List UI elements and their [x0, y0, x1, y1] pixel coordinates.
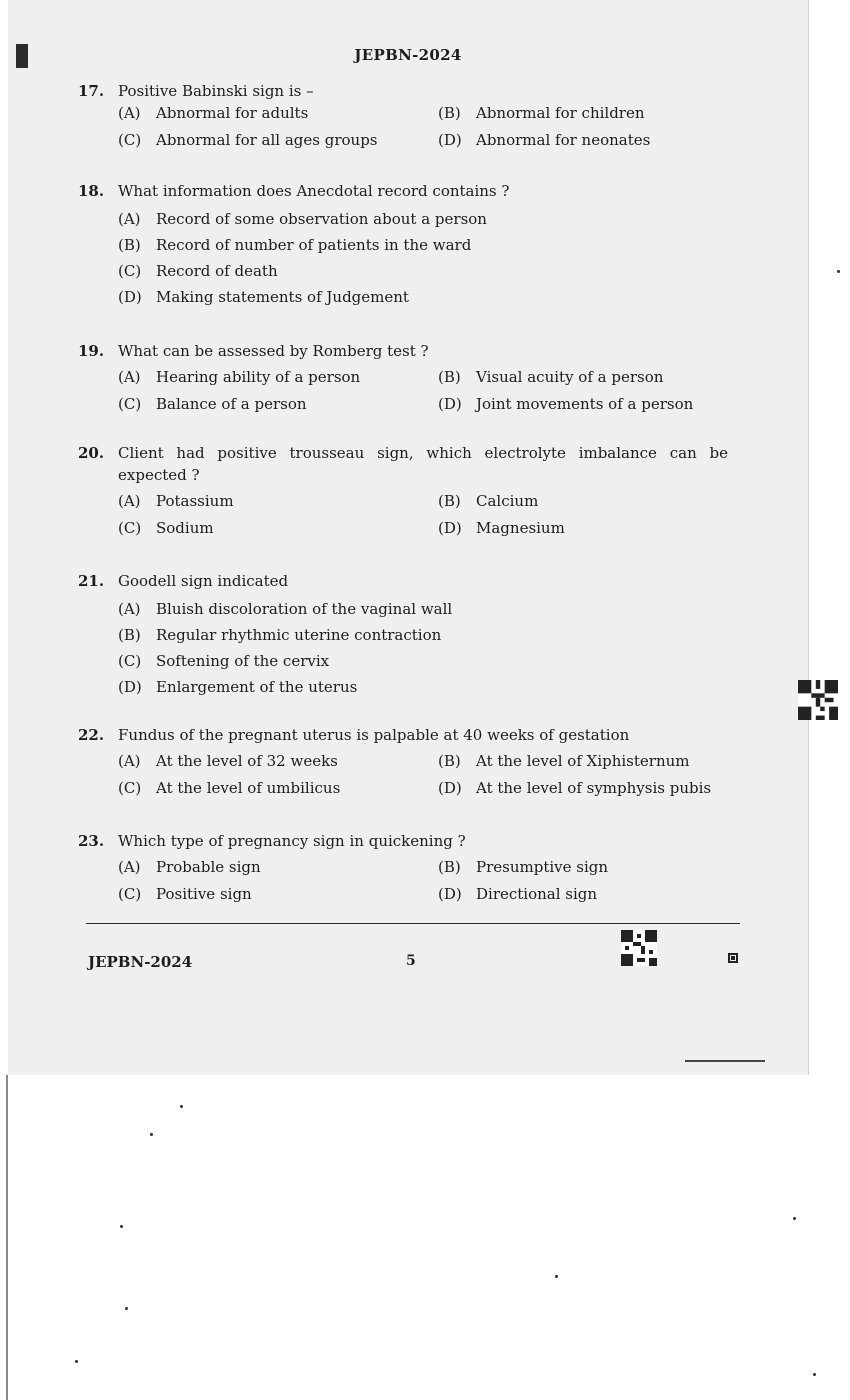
question-number: 22. [78, 726, 105, 744]
question-20 [78, 442, 728, 540]
option-a: (A) Potassium [118, 492, 234, 510]
scan-speck [813, 1373, 816, 1376]
question-number: 23. [78, 832, 105, 850]
question-text: What information does Anecdotal record contains ? [118, 182, 510, 200]
scan-edge-line [6, 1075, 8, 1400]
scanned-page [8, 0, 809, 1075]
question-number: 19. [78, 342, 105, 360]
question-text: Client had positive trousseau sign, which electrolyte imbalance can be expected ? [118, 444, 728, 484]
option-c: (C) Balance of a person [118, 395, 307, 413]
option-a: (A) Bluish discoloration of the vaginal wall [118, 600, 453, 618]
option-d: (D) Directional sign [438, 885, 598, 903]
option-b: (B) Regular rhythmic uterine contraction [118, 626, 442, 644]
question-number: 18. [78, 182, 105, 200]
option-c: (C) At the level of umbilicus [118, 779, 341, 797]
option-b: (B) Presumptive sign [438, 858, 609, 876]
option-a: (A) Record of some observation about a person [118, 210, 487, 228]
option-b: (B) At the level of Xiphisternum [438, 752, 690, 770]
footer-divider [86, 923, 740, 924]
corner-mark [728, 953, 738, 963]
question-19 [78, 340, 728, 416]
question-23 [78, 830, 728, 906]
question-text: Positive Babinski sign is – [118, 82, 314, 100]
option-c: (C) Sodium [118, 519, 214, 537]
page-number: 5 [406, 953, 416, 969]
question-text: Fundus of the pregnant uterus is palpable at 40 weeks of gestation [118, 726, 630, 744]
option-d: (D) At the level of symphysis pubis [438, 779, 712, 797]
option-a: (A) Hearing ability of a person [118, 368, 361, 386]
option-c: (C) Softening of the cervix [118, 652, 330, 670]
option-c: (C) Positive sign [118, 885, 252, 903]
question-text: Goodell sign indicated [118, 572, 289, 590]
question-22 [78, 724, 728, 800]
option-a: (A) At the level of 32 weeks [118, 752, 338, 770]
scan-speck [837, 270, 840, 273]
footer-exam-code: JEPBN-2024 [88, 953, 193, 971]
question-18 [78, 180, 728, 310]
question-number: 21. [78, 572, 105, 590]
side-qr-code-icon [798, 680, 838, 720]
page-header: JEPBN-2024 [354, 46, 462, 64]
question-text: Which type of pregnancy sign in quickening ? [118, 832, 466, 850]
option-c: (C) Abnormal for all ages groups [118, 131, 378, 149]
question-17 [78, 80, 728, 152]
scan-speck [120, 1225, 123, 1228]
option-d: (D) Enlargement of the uterus [118, 678, 358, 696]
question-number: 20. [78, 444, 105, 462]
scan-speck [793, 1217, 796, 1220]
qr-code-icon [621, 930, 657, 966]
question-number: 17. [78, 82, 105, 100]
option-b: (B) Visual acuity of a person [438, 368, 664, 386]
option-d: (D) Making statements of Judgement [118, 288, 409, 306]
option-b: (B) Record of number of patients in the ward [118, 236, 472, 254]
question-text: What can be assessed by Romberg test ? [118, 342, 429, 360]
option-b: (B) Calcium [438, 492, 539, 510]
option-d: (D) Magnesium [438, 519, 565, 537]
scan-speck [75, 1360, 78, 1363]
option-a: (A) Abnormal for adults [118, 104, 309, 122]
option-c: (C) Record of death [118, 262, 278, 280]
option-b: (B) Abnormal for children [438, 104, 645, 122]
scan-speck [555, 1275, 558, 1278]
option-d: (D) Joint movements of a person [438, 395, 694, 413]
option-d: (D) Abnormal for neonates [438, 131, 651, 149]
scan-speck [180, 1105, 183, 1108]
page-edge-line [685, 1060, 765, 1062]
question-21 [78, 570, 728, 700]
option-a: (A) Probable sign [118, 858, 261, 876]
scan-speck [150, 1133, 153, 1136]
scan-speck [125, 1307, 128, 1310]
